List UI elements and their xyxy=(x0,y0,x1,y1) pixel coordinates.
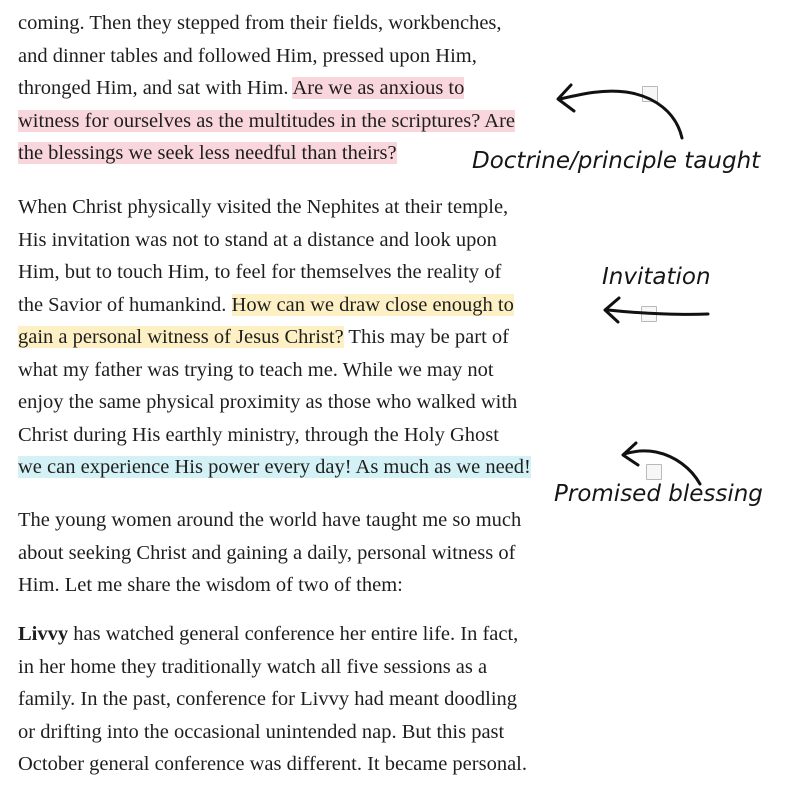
arrow-icon xyxy=(624,451,700,484)
arrow-icon xyxy=(560,91,682,138)
text-segment: thronged Him, and sat with Him. xyxy=(18,77,293,99)
text-segment: When Christ physically visited the Nephites at their temple, xyxy=(18,196,509,218)
text-segment: in her home they traditionally watch all five sessions as a xyxy=(18,655,488,678)
text-segment: what my father was trying to teach me. While we may not xyxy=(18,358,494,381)
text-segment: Him. Let me share the wisdom of two of them: xyxy=(18,574,403,596)
text-segment: October general conference was different. It became personal. xyxy=(18,753,528,775)
annotation-invitation: Invitation xyxy=(602,264,711,290)
text-segment: Him, but to touch Him, to feel for themselves the reality of xyxy=(18,261,502,283)
text-segment: family. In the past, conference for Livvy had meant doodling xyxy=(18,688,518,710)
text-segment: and dinner tables and followed Him, pressed upon Him, xyxy=(18,44,477,67)
annotation-doctrine: Doctrine/principle taught xyxy=(472,148,761,174)
text-segment: This may be part of xyxy=(343,326,509,348)
text-segment: Christ during His earthly ministry, through the Holy Ghost xyxy=(18,423,499,446)
highlight-pink: witness for ourselves as the multitudes in the scriptures? Are xyxy=(18,109,516,132)
highlight-pink: Are we as anxious to xyxy=(292,77,465,99)
text-segment: The young women around the world have taught me so much xyxy=(18,509,522,531)
text-segment: the Savior of humankind. xyxy=(18,293,232,316)
text-segment: has watched general conference her entire life. In fact, xyxy=(68,623,519,645)
annotation-blessing: Promised blessing xyxy=(554,481,763,507)
highlight-yellow: gain a personal witness of Jesus Christ? xyxy=(18,326,344,348)
text-segment: His invitation was not to stand at a distance and look upon xyxy=(18,228,497,251)
highlight-blue: we can experience His power every day! As much as we need! xyxy=(18,456,531,478)
text-segment: enjoy the same physical proximity as those who walked with xyxy=(18,391,518,413)
arrow-icon xyxy=(608,310,708,314)
arrow-icon xyxy=(623,443,638,465)
text-segment: or drifting into the occasional unintended nap. But this past xyxy=(18,720,505,743)
highlight-pink: the blessings we seek less needful than theirs? xyxy=(18,142,397,164)
highlight-yellow: How can we draw close enough to xyxy=(231,293,514,316)
text-segment: coming. Then they stepped from their fields, workbenches, xyxy=(18,12,502,34)
bold-name: Livvy xyxy=(18,623,69,645)
text-segment: about seeking Christ and gaining a daily, personal witness of xyxy=(18,541,516,564)
